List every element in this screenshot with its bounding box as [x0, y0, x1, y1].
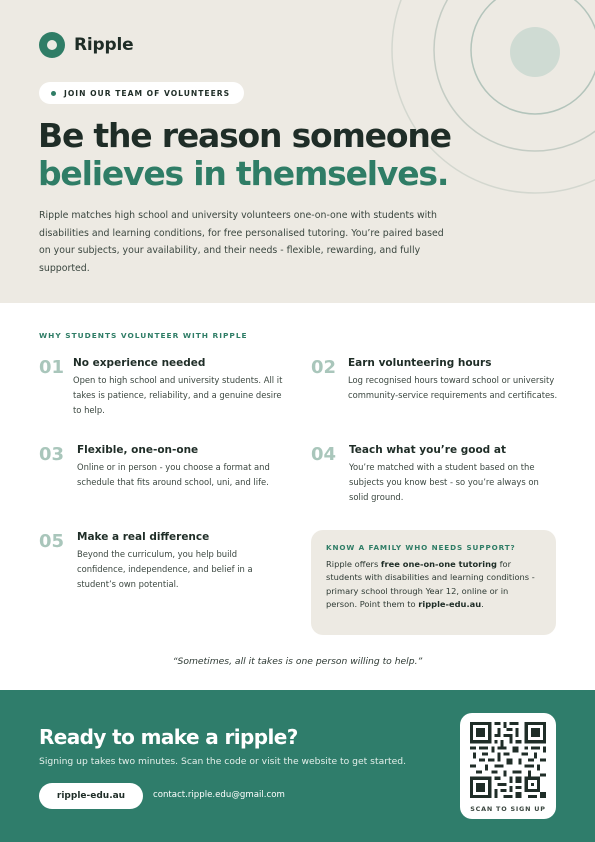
feature-description: Log recognised hours toward school or university community-service requirements and certificates.: [348, 375, 558, 400]
family-support-callout: [311, 530, 556, 635]
feature-number: 05: [39, 531, 65, 552]
callout-text: [326, 558, 541, 612]
feature-title: Make a real difference: [77, 531, 210, 543]
headline-line-2: believes in themselves.: [38, 154, 449, 193]
feature-title: No experience needed: [73, 357, 206, 369]
callout-website-link[interactable]: ripple-edu.au: [418, 599, 482, 610]
headline-line-1: Be the reason someone: [38, 116, 451, 155]
feature-description: Beyond the curriculum, you help build confidence, independence, and belief in a student’s own potential.: [77, 549, 253, 589]
ring-middle: [434, 0, 595, 151]
ring-center-dot: [510, 27, 560, 77]
feature-number: 02: [311, 357, 337, 378]
feature-description: Online or in person - you choose a format and schedule that fits around school, uni, and life.: [77, 462, 270, 487]
feature-number: 03: [39, 444, 65, 465]
badge-label: JOIN OUR TEAM OF VOLUNTEERS: [64, 88, 231, 98]
feature-number: 01: [39, 357, 65, 378]
cta-footer: [0, 690, 595, 842]
callout-highlight: free one-on-one tutoring: [380, 559, 497, 569]
brand-logo[interactable]: [39, 32, 133, 58]
feature-description: You’re matched with a student based on the subjects you know best - so you’re always on solid ground.: [349, 462, 539, 502]
cta-title: Ready to make a ripple?: [39, 725, 298, 749]
callout-text-part: Ripple offers: [326, 559, 381, 569]
callout-title: KNOW A FAMILY WHO NEEDS SUPPORT?: [326, 543, 516, 552]
website-button[interactable]: ripple-edu.au: [39, 783, 143, 809]
feature-title: Earn volunteering hours: [348, 357, 492, 369]
volunteer-badge: [39, 82, 244, 104]
quote-text: “Sometimes, all it takes is one person willing to help.”: [172, 656, 423, 667]
feature-title: Flexible, one-on-one: [77, 444, 199, 456]
page-headline: [38, 117, 451, 193]
intro-paragraph: Ripple matches high school and university volunteers one-on-one with students with disabilities and learning conditions, for free personalised tutoring. You’re paired based on your subjects, your availability, and their needs - flexible, rewarding, and fully supported.: [39, 210, 444, 274]
contact-email-link[interactable]: contact.ripple.edu@gmail.com: [153, 790, 285, 800]
why-section-title: WHY STUDENTS VOLUNTEER WITH RIPPLE: [39, 331, 248, 340]
feature-description: Open to high school and university students. All it takes is patience, reliability, and a genuine desire to help.: [73, 375, 283, 415]
qr-code-label: SCAN TO SIGN UP: [470, 805, 546, 813]
cta-subtitle: Signing up takes two minutes. Scan the code or visit the website to get started.: [39, 756, 406, 767]
ripple-logo-icon: [39, 32, 65, 58]
qr-code-card[interactable]: [460, 713, 556, 819]
qr-code-icon: [470, 722, 546, 798]
hero-section: [0, 0, 595, 303]
badge-dot-icon: [51, 91, 56, 96]
callout-text-part: .: [481, 599, 484, 610]
brand-name: Ripple: [74, 35, 134, 55]
callout-text-part: for students with disabilities and learning conditions - primary school through Year 12, online or in person. Point them to: [326, 559, 535, 610]
feature-number: 04: [311, 444, 337, 465]
feature-title: Teach what you’re good at: [349, 444, 506, 456]
